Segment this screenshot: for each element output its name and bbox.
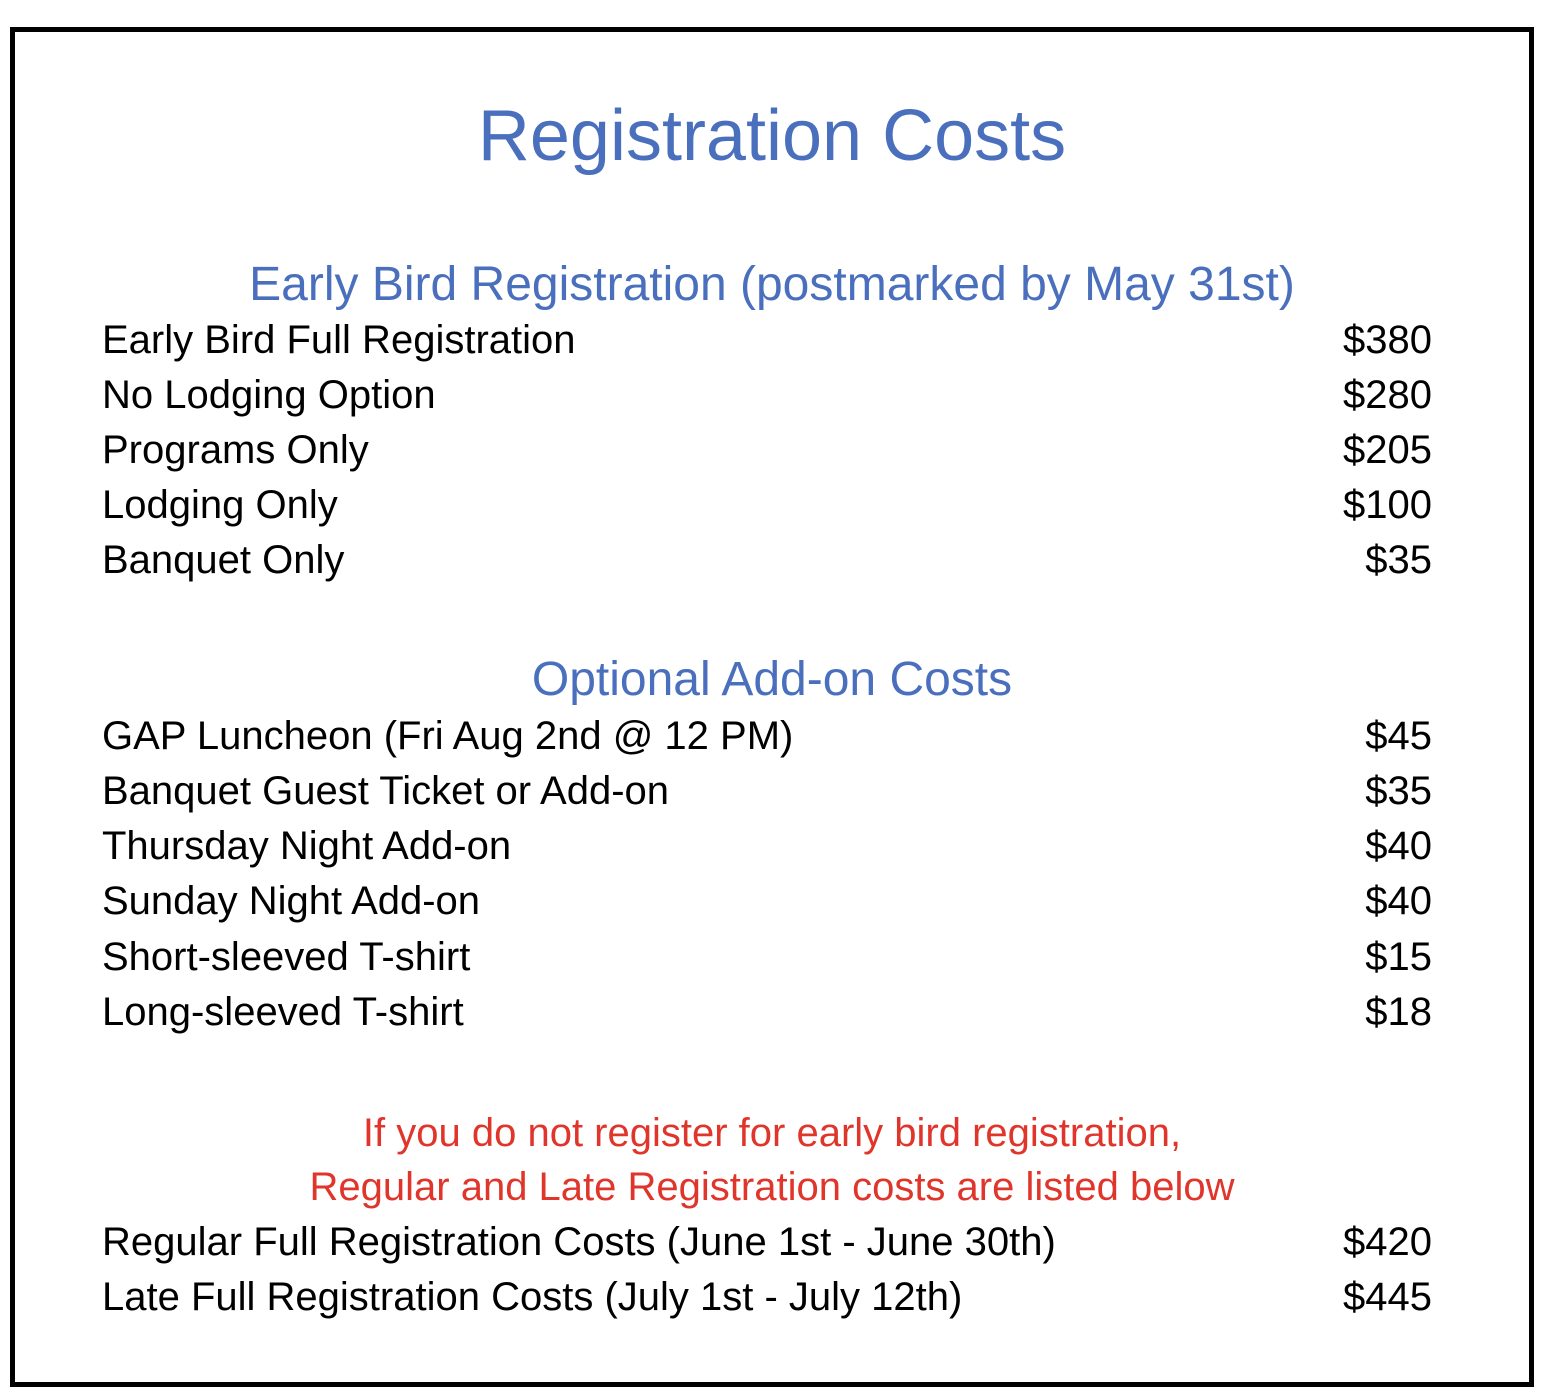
item-label: Banquet Only — [102, 538, 345, 582]
item-price: $280 — [1343, 373, 1432, 417]
item-label: Sunday Night Add-on — [102, 879, 481, 923]
item-label: Long-sleeved T-shirt — [102, 990, 464, 1034]
price-row — [102, 1215, 1432, 1270]
item-price: $445 — [1343, 1275, 1432, 1319]
notice-line-2: Regular and Late Registration costs are listed below — [309, 1165, 1235, 1209]
item-label: Banquet Guest Ticket or Add-on — [102, 769, 670, 813]
page-title: Registration Costs — [477, 96, 1067, 176]
item-price: $380 — [1343, 318, 1432, 362]
price-row — [102, 478, 1432, 533]
item-label: Lodging Only — [102, 483, 338, 527]
early-bird-heading: Early Bird Registration (postmarked by May 31st) — [249, 258, 1295, 311]
item-label: Programs Only — [102, 428, 369, 472]
item-price: $45 — [1365, 714, 1432, 758]
price-row — [102, 368, 1432, 423]
item-label: Thursday Night Add-on — [102, 824, 512, 868]
item-price: $35 — [1365, 769, 1432, 813]
price-row — [102, 764, 1432, 819]
item-price: $205 — [1343, 428, 1432, 472]
item-price: $420 — [1343, 1220, 1432, 1264]
price-row — [102, 819, 1432, 874]
price-row — [102, 533, 1432, 588]
item-price: $40 — [1365, 824, 1432, 868]
item-price: $15 — [1365, 935, 1432, 979]
price-row — [102, 709, 1432, 764]
price-row — [102, 423, 1432, 478]
addons-heading: Optional Add-on Costs — [531, 653, 1013, 706]
item-price: $40 — [1365, 879, 1432, 923]
price-row — [102, 874, 1432, 929]
item-label: Early Bird Full Registration — [102, 318, 576, 362]
notice-line-1: If you do not register for early bird registration, — [362, 1111, 1182, 1155]
item-label: Late Full Registration Costs (July 1st - July 12th) — [102, 1275, 963, 1319]
item-price: $35 — [1365, 538, 1432, 582]
registration-costs-card — [10, 27, 1534, 1387]
item-price: $18 — [1365, 990, 1432, 1034]
item-price: $100 — [1343, 483, 1432, 527]
price-row — [102, 1270, 1432, 1325]
price-row — [102, 930, 1432, 985]
item-label: GAP Luncheon (Fri Aug 2nd @ 12 PM) — [102, 714, 794, 758]
price-row — [102, 985, 1432, 1040]
item-label: No Lodging Option — [102, 373, 436, 417]
item-label: Regular Full Registration Costs (June 1st - June 30th) — [102, 1220, 1056, 1264]
item-label: Short-sleeved T-shirt — [102, 935, 471, 979]
price-row — [102, 313, 1432, 368]
